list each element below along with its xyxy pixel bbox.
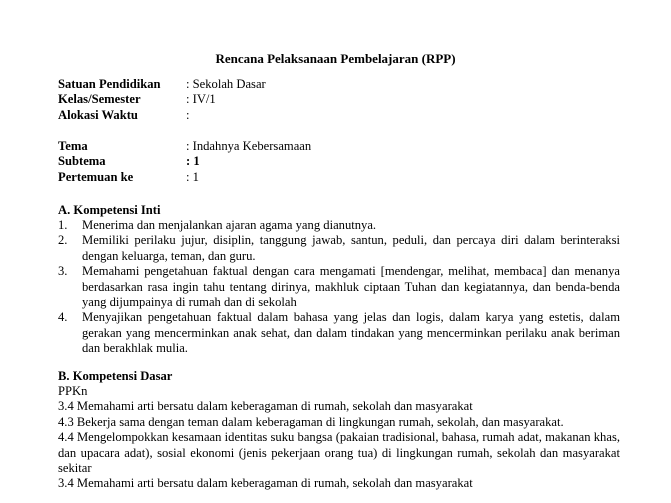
identity-label: Kelas/Semester: [58, 92, 141, 107]
identity-value: : IV/1: [186, 92, 216, 107]
theme-value: : Indahnya Kebersamaan: [186, 139, 312, 153]
theme-label: Subtema: [58, 154, 106, 169]
kompetensi-inti-heading: A. Kompetensi Inti: [58, 203, 161, 217]
list-item-text: Menyajikan pengetahuan faktual dalam bahasa yang jelas dan logis, dalam karya yang estetis, dalam gerakan yang mencerminkan anak sehat, dan dalam tindakan yang mencerminkan perilaku anak beriman dan berakhlak mulia.: [82, 310, 620, 356]
identity-block: [58, 77, 618, 123]
identity-value: : Sekolah Dasar: [186, 77, 266, 91]
list-item-number: 1.: [58, 218, 68, 232]
document-title: Rencana Pelaksanaan Pembelajaran (RPP): [215, 51, 456, 66]
theme-value: : 1: [186, 169, 199, 184]
theme-row-subtema: [58, 154, 618, 169]
list-item-text: Memiliki perilaku jujur, disiplin, tanggung jawab, santun, peduli, dan percaya diri dalam berinteraksi dengan keluarga, teman, dan guru.: [82, 233, 620, 263]
identity-row-time: [58, 108, 618, 123]
list-item-number: 2.: [58, 233, 68, 248]
identity-row-class: [58, 92, 618, 107]
list-item-text: Memahami pengetahuan faktual dengan cara mengamati [mendengar, melihat, membaca] dan menanya berdasarkan rasa ingin tahu tentang dirinya, makhluk ciptaan Tuhan dan kegiatannya, dan benda-benda yang dijumpainya di rumah dan di sekolah: [82, 264, 620, 310]
theme-block: [58, 139, 618, 185]
list-item: [58, 310, 620, 356]
list-item: [58, 233, 620, 264]
kompetensi-inti-list: [58, 218, 620, 357]
kd-line: 4.3 Bekerja sama dengan teman dalam keberagaman di lingkungan rumah, sekolah, dan masyarakat.: [58, 414, 564, 429]
theme-row-pertemuan: [58, 170, 618, 185]
kd-line: 4.4 Mengelompokkan kesamaan identitas suku bangsa (pakaian tradisional, bahasa, rumah adat, makanan khas, dan upacara adat), sosial ekonomi (jenis pekerjaan orang tua) di lingkungan rumah, sekolah dan masyarakat sekitar: [58, 430, 620, 476]
identity-value: :: [186, 107, 190, 122]
identity-label: Alokasi Waktu: [58, 107, 138, 122]
subject-label: PPKn: [58, 384, 88, 398]
list-item-number: 4.: [58, 310, 68, 325]
theme-row-tema: [58, 139, 618, 154]
list-item: [58, 218, 620, 233]
kompetensi-dasar-heading: B. Kompetensi Dasar: [58, 369, 173, 383]
kompetensi-dasar-body: [58, 384, 620, 492]
list-item-text: Menerima dan menjalankan ajaran agama yang dianutnya.: [82, 218, 377, 232]
identity-label: Satuan Pendidikan: [58, 77, 161, 91]
list-item: [58, 264, 620, 310]
theme-value: : 1: [186, 154, 200, 169]
kd-line: 3.4 Memahami arti bersatu dalam keberagaman di rumah, sekolah dan masyarakat: [58, 399, 473, 414]
kd-line: 3.4 Memahami arti bersatu dalam keberagaman di rumah, sekolah dan masyarakat: [58, 476, 473, 491]
identity-row-school: [58, 77, 618, 92]
list-item-number: 3.: [58, 264, 68, 279]
theme-label: Tema: [58, 139, 88, 153]
theme-label: Pertemuan ke: [58, 169, 134, 184]
